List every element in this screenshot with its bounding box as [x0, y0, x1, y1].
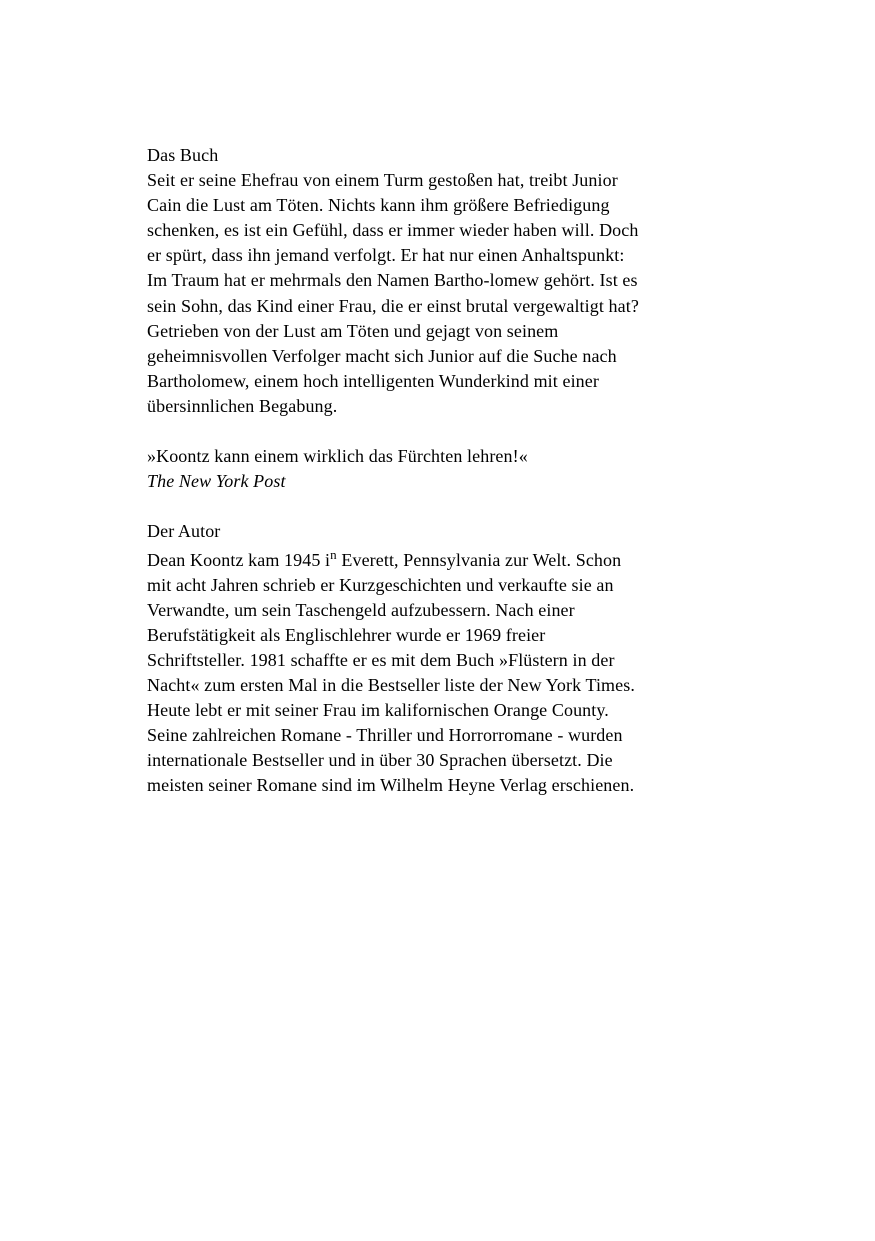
author-section-heading: Der Autor [147, 521, 221, 542]
text-line: sein Sohn, das Kind einer Frau, die er einst brutal vergewaltigt hat? [147, 295, 639, 316]
author-first-line-pre: Dean Koontz kam 1945 i [147, 549, 331, 570]
text-line: Seit er seine Ehefrau von einem Turm gestoßen hat, treibt Junior [147, 170, 618, 191]
text-line: Schriftsteller. 1981 schaffte er es mit dem Buch »Flüstern in der [147, 649, 615, 670]
author-rest-lines [147, 573, 787, 799]
text-line: meisten seiner Romane sind im Wilhelm Heyne Verlag erschienen. [147, 775, 635, 796]
author-first-line [147, 548, 787, 573]
text-line: mit acht Jahren schrieb er Kurzgeschichten und verkaufte sie an [147, 574, 614, 595]
quote-line: »Koontz kann einem wirklich das Fürchten lehren!« [147, 446, 528, 467]
author-section [147, 519, 787, 798]
text-line: Verwandte, um sein Taschengeld aufzubessern. Nach einer [147, 599, 575, 620]
text-line: Im Traum hat er mehrmals den Namen Bartho-lomew gehört. Ist es [147, 270, 638, 291]
text-content [147, 143, 787, 798]
book-section-heading: Das Buch [147, 145, 219, 165]
text-line: er spürt, dass ihn jemand verfolgt. Er hat nur einen Anhaltspunkt: [147, 245, 625, 266]
author-section-body [147, 548, 787, 799]
superscript-n: n [330, 546, 337, 562]
quote-section [147, 444, 787, 494]
text-line: Berufstätigkeit als Englischlehrer wurde er 1969 freier [147, 624, 546, 645]
text-line: schenken, es ist ein Gefühl, dass er immer wieder haben will. Doch [147, 220, 639, 241]
book-section [147, 143, 787, 419]
text-line: internationale Bestseller und in über 30 Sprachen übersetzt. Die [147, 750, 613, 771]
text-line: Heute lebt er mit seiner Frau im kalifornischen Orange County. [147, 700, 609, 721]
text-line: Seine zahlreichen Romane - Thriller und Horrorromane - wurden [147, 725, 623, 746]
text-line: Bartholomew, einem hoch intelligenten Wunderkind mit einer [147, 370, 599, 391]
text-line: geheimnisvollen Verfolger macht sich Junior auf die Suche nach [147, 345, 617, 366]
text-line: übersinnlichen Begabung. [147, 395, 338, 416]
text-line: Getrieben von der Lust am Töten und gejagt von seinem [147, 320, 559, 341]
text-line: Nacht« zum ersten Mal in die Bestseller liste der New York Times. [147, 674, 635, 695]
text-line: Cain die Lust am Töten. Nichts kann ihm größere Befriedigung [147, 195, 610, 216]
quote-source: The New York Post [147, 471, 286, 492]
book-section-body [147, 168, 787, 419]
author-first-line-post: Everett, Pennsylvania zur Welt. Schon [336, 549, 622, 570]
